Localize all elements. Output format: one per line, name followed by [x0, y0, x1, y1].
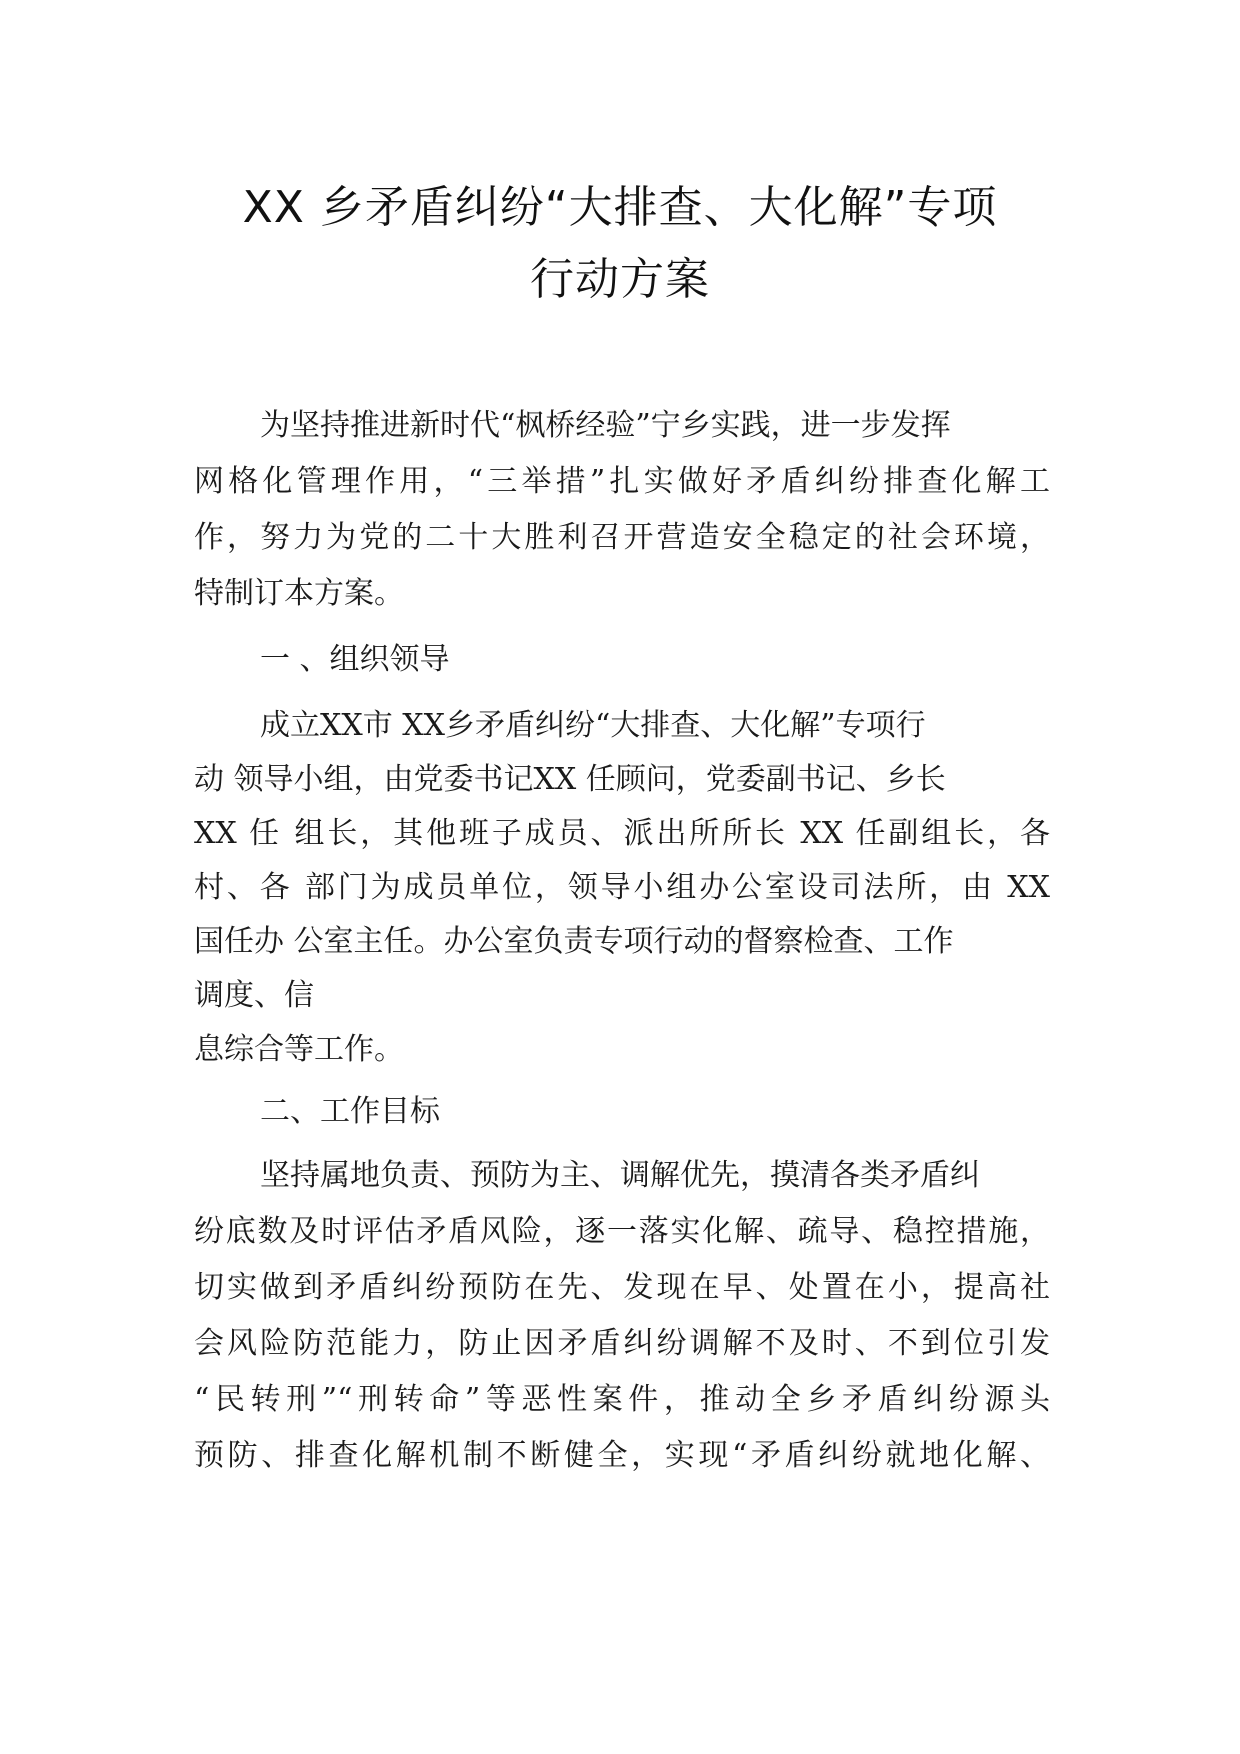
section2-line: 会风险防范能力，防止因矛盾纠纷调解不及时、不到位引发: [194, 1326, 1050, 1361]
intro-line: 特制订本方案。: [194, 576, 404, 611]
section1-line: 国任办 公室主任。办公室负责专项行动的督察检查、工作: [194, 924, 954, 959]
intro-line: 网格化管理作用，“三举措”扎实做好矛盾纠纷排查化解工: [194, 464, 1050, 499]
section1-line: 动 领导小组，由党委书记XX 任顾问，党委副书记、乡长: [194, 762, 946, 797]
section-heading-organization: 一 、组织领导: [260, 642, 450, 677]
section1-line: 息综合等工作。: [194, 1032, 404, 1067]
section2-line: “民转刑”“刑转命”等恶性案件，推动全乡矛盾纠纷源头: [194, 1382, 1050, 1417]
document-title-line-1: XX 乡矛盾纠纷“大排查、大化解”专项: [242, 182, 998, 233]
section1-line: 成立XX市 XX乡矛盾纠纷“大排查、大化解”专项行: [260, 708, 926, 743]
intro-line: 为坚持推进新时代“枫桥经验”宁乡实践，进一步发挥: [260, 408, 951, 443]
section1-line: 调度、信: [194, 978, 314, 1013]
section-heading-goals: 二、工作目标: [260, 1094, 440, 1129]
section2-line: 切实做到矛盾纠纷预防在先、发现在早、处置在小，提高社: [194, 1270, 1050, 1305]
section2-line: 坚持属地负责、预防为主、调解优先，摸清各类矛盾纠: [260, 1158, 980, 1193]
section1-line: 村、各 部门为成员单位，领导小组办公室设司法所，由 XX: [194, 870, 1050, 905]
section2-line: 纷底数及时评估矛盾风险，逐一落实化解、疏导、稳控措施，: [194, 1214, 1050, 1249]
intro-line: 作，努力为党的二十大胜利召开营造安全稳定的社会环境，: [194, 520, 1050, 555]
section2-line: 预防、排查化解机制不断健全，实现“矛盾纠纷就地化解、: [194, 1438, 1050, 1473]
section1-line: XX 任 组长，其他班子成员、派出所所长 XX 任副组长，各: [194, 816, 1050, 851]
document-title-line-2: 行动方案: [530, 254, 710, 305]
